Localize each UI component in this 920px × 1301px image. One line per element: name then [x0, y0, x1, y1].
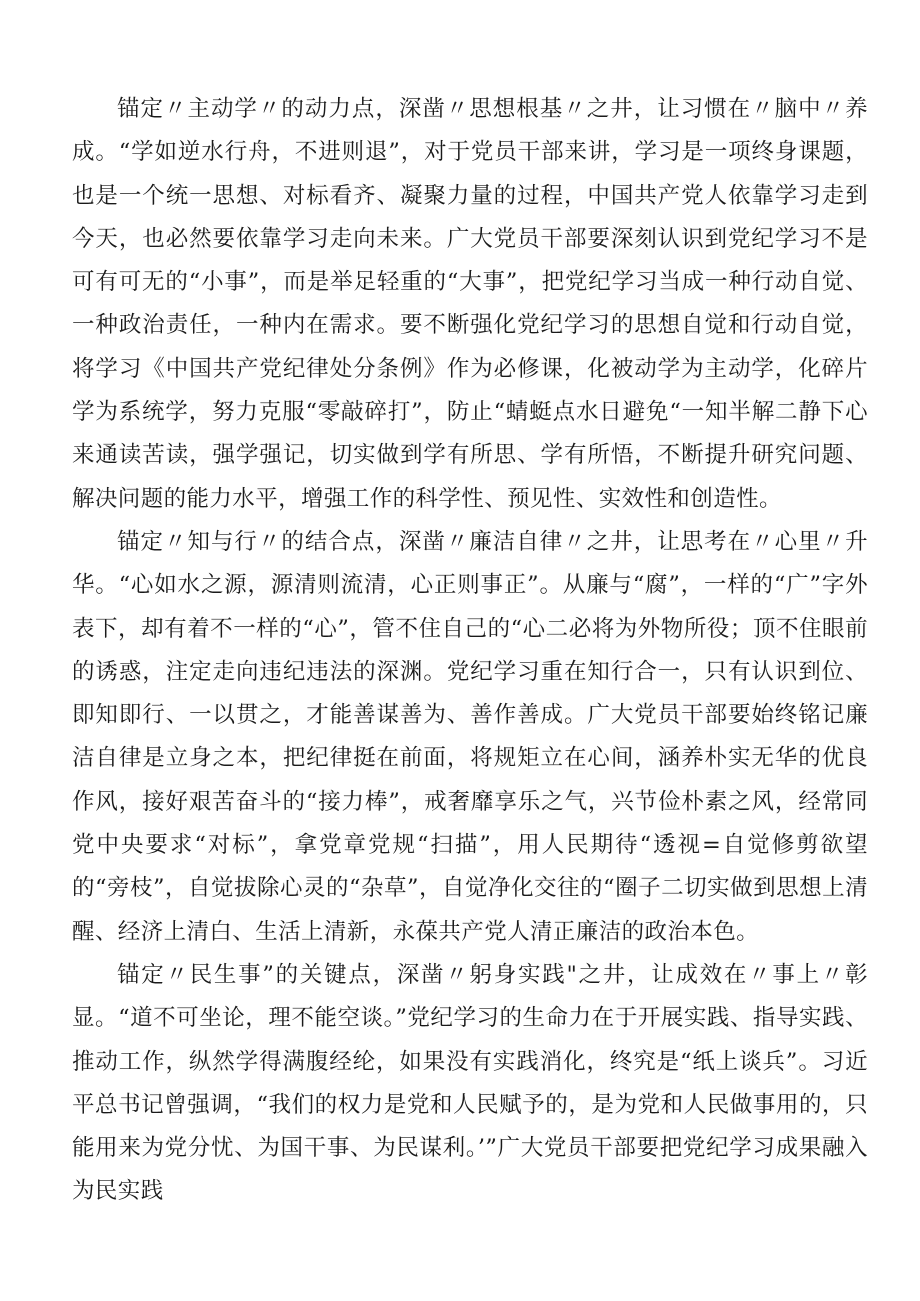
- paragraph-3: 锚定〃民生事”的关键点，深凿〃躬身实践"之井，让成效在〃事上〃彰显。“道不可坐论，理不能空谈。”党纪学习的生命力在于开展实践、指导实践、推动工作，纵然学得满腹经纶，如果没有实践消化，终究是“纸上谈兵”。习近平总书记曾强调，“我们的权力是党和人民赋予的，是为党和人民做事用的，只能用来为党分忧、为国干事、为民谋利。’”广大党员干部要把党纪学习成果融入为民实践: [72, 961, 868, 1205]
- paragraph-2: 锚定〃知与行〃的结合点，深凿〃廉洁自律〃之井，让思考在〃心里〃升华。“心如水之源，源清则流清，心正则事正”。从廉与“腐”，一样的“广”字外表下，却有着不一样的“心”，管不住自己的“心二必将为外物所役；顶不住眼前的诱惑，注定走向违纪违法的深渊。党纪学习重在知行合一，只有认识到位、即知即行、一以贯之，才能善谋善为、善作善成。广大党员干部要始终铭记廉洁自律是立身之本，把纪律挺在前面，将规矩立在心间，涵养朴实无华的优良作风，接好艰苦奋斗的“接力棒”，戒奢靡享乐之气，兴节俭朴素之风，经常同党中央要求“对标”，拿党章党规“扫描”，用人民期待“透视=自觉修剪欲望的“旁枝”，自觉拔除心灵的“杂草”，自觉净化交往的“圈子二切实做到思想上清醒、经济上清白、生活上清新，永葆共产党人清正廉洁的政治本色。: [72, 528, 868, 945]
- document-page: [72, 88, 868, 1214]
- paragraph-1: 锚定〃主动学〃的动力点，深凿〃思想根基〃之井，让习惯在〃脑中〃养成。“学如逆水行舟，不进则退”，对于党员干部来讲，学习是一项终身课题，也是一个统一思想、对标看齐、凝聚力量的过程，中国共产党人依靠学习走到今天，也必然要依靠学习走向未来。广大党员干部要深刻认识到党纪学习不是可有可无的“小事”，而是举足轻重的“大事”，把党纪学习当成一种行动自觉、一种政治责任，一种内在需求。要不断强化党纪学习的思想自觉和行动自觉，将学习《中国共产党纪律处分条例》作为必修课，化被动学为主动学，化碎片学为系统学，努力克服“零敲碎打”，防止“蜻蜓点水日避免“一知半解二静下心来通读苦读，强学强记，切实做到学有所思、学有所悟，不断提升研究问题、解决问题的能力水平，增强工作的科学性、预见性、实效性和创造性。: [72, 96, 868, 512]
